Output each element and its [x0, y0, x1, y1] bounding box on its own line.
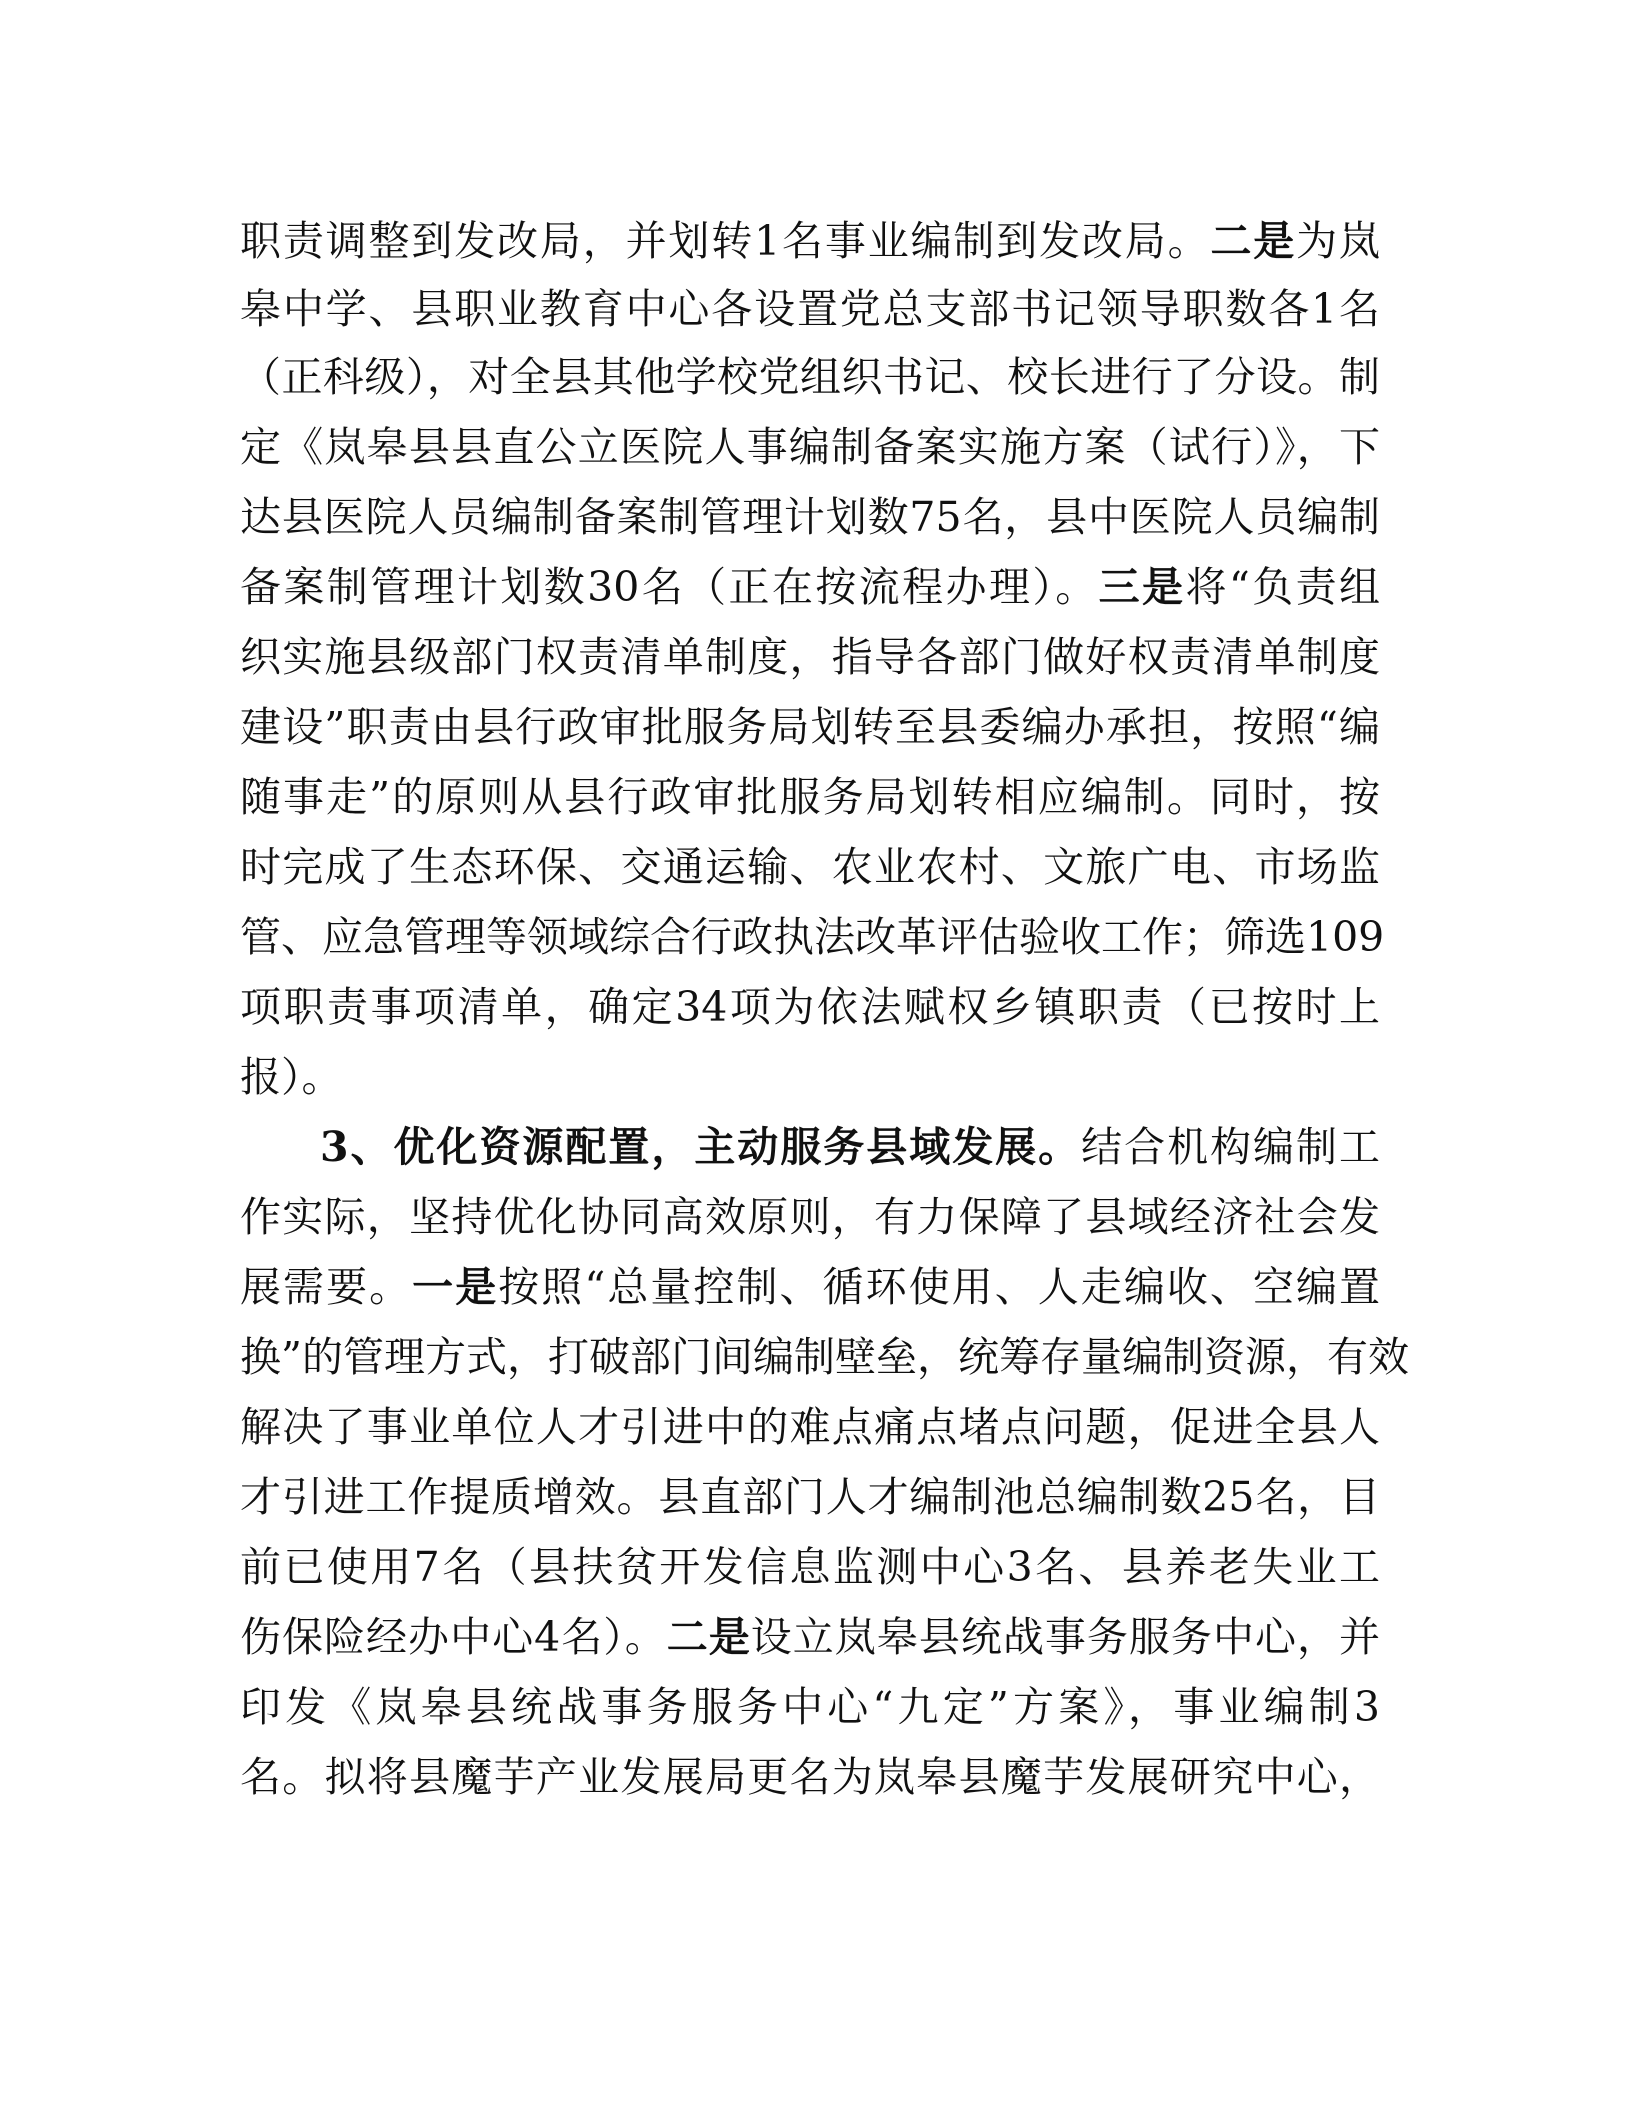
text-line: 印发《岚皋县统战事务服务中心“九定”方案》，事业编制3 — [240, 1683, 1380, 1731]
text-line: 皋中学、县职业教育中心各设置党总支部书记领导职数各1名 — [240, 285, 1380, 333]
text-line: 管、应急管理等领域综合行政执法改革评估验收工作；筛选109 — [240, 913, 1385, 961]
section-heading-line: 3、优化资源配置，主动服务县域发展。结合机构编制工 — [320, 1123, 1381, 1171]
text-line: 伤保险经办中心4名）。二是设立岚皋县统战事务服务中心，并 — [240, 1613, 1380, 1661]
text-line: 报）。 — [240, 1053, 343, 1101]
text-line: 定《岚皋县县直公立医院人事编制备案实施方案（试行）》，下 — [240, 423, 1380, 471]
text-line: 备案制管理计划数30名（正在按流程办理）。三是将“负责组 — [240, 563, 1380, 611]
text-line: 随事走”的原则从县行政审批服务局划转相应编制。同时，按 — [240, 773, 1380, 821]
text-line: 前已使用7名（县扶贫开发信息监测中心3名、县养老失业工 — [240, 1543, 1380, 1591]
text-line: 项职责事项清单，确定34项为依法赋权乡镇职责（已按时上 — [240, 983, 1380, 1031]
text-line: 时完成了生态环保、交通运输、农业农村、文旅广电、市场监 — [240, 843, 1380, 891]
text-line: 职责调整到发改局，并划转1名事业编制到发改局。二是为岚 — [240, 217, 1380, 265]
text-line: 换”的管理方式，打破部门间编制壁垒，统筹存量编制资源，有效 — [240, 1333, 1409, 1381]
text-line: 展需要。一是按照“总量控制、循环使用、人走编收、空编置 — [240, 1263, 1381, 1311]
text-line: 织实施县级部门权责清单制度，指导各部门做好权责清单制度 — [240, 633, 1380, 681]
text-line: 解决了事业单位人才引进中的难点痛点堵点问题，促进全县人 — [240, 1403, 1380, 1451]
text-line: 建设”职责由县行政审批服务局划转至县委编办承担，按照“编 — [240, 703, 1380, 751]
text-line: （正科级），对全县其他学校党组织书记、校长进行了分设。制 — [240, 353, 1380, 401]
text-line: 作实际，坚持优化协同高效原则，有力保障了县域经济社会发 — [240, 1193, 1380, 1241]
text-line: 达县医院人员编制备案制管理计划数75名，县中医院人员编制 — [240, 493, 1380, 541]
text-line: 名。拟将县魔芋产业发展局更名为岚皋县魔芋发展研究中心， — [240, 1753, 1380, 1801]
text-line: 才引进工作提质增效。县直部门人才编制池总编制数25名，目 — [240, 1473, 1380, 1521]
section-heading: 3、优化资源配置，主动服务县域发展。 — [320, 1123, 1082, 1171]
